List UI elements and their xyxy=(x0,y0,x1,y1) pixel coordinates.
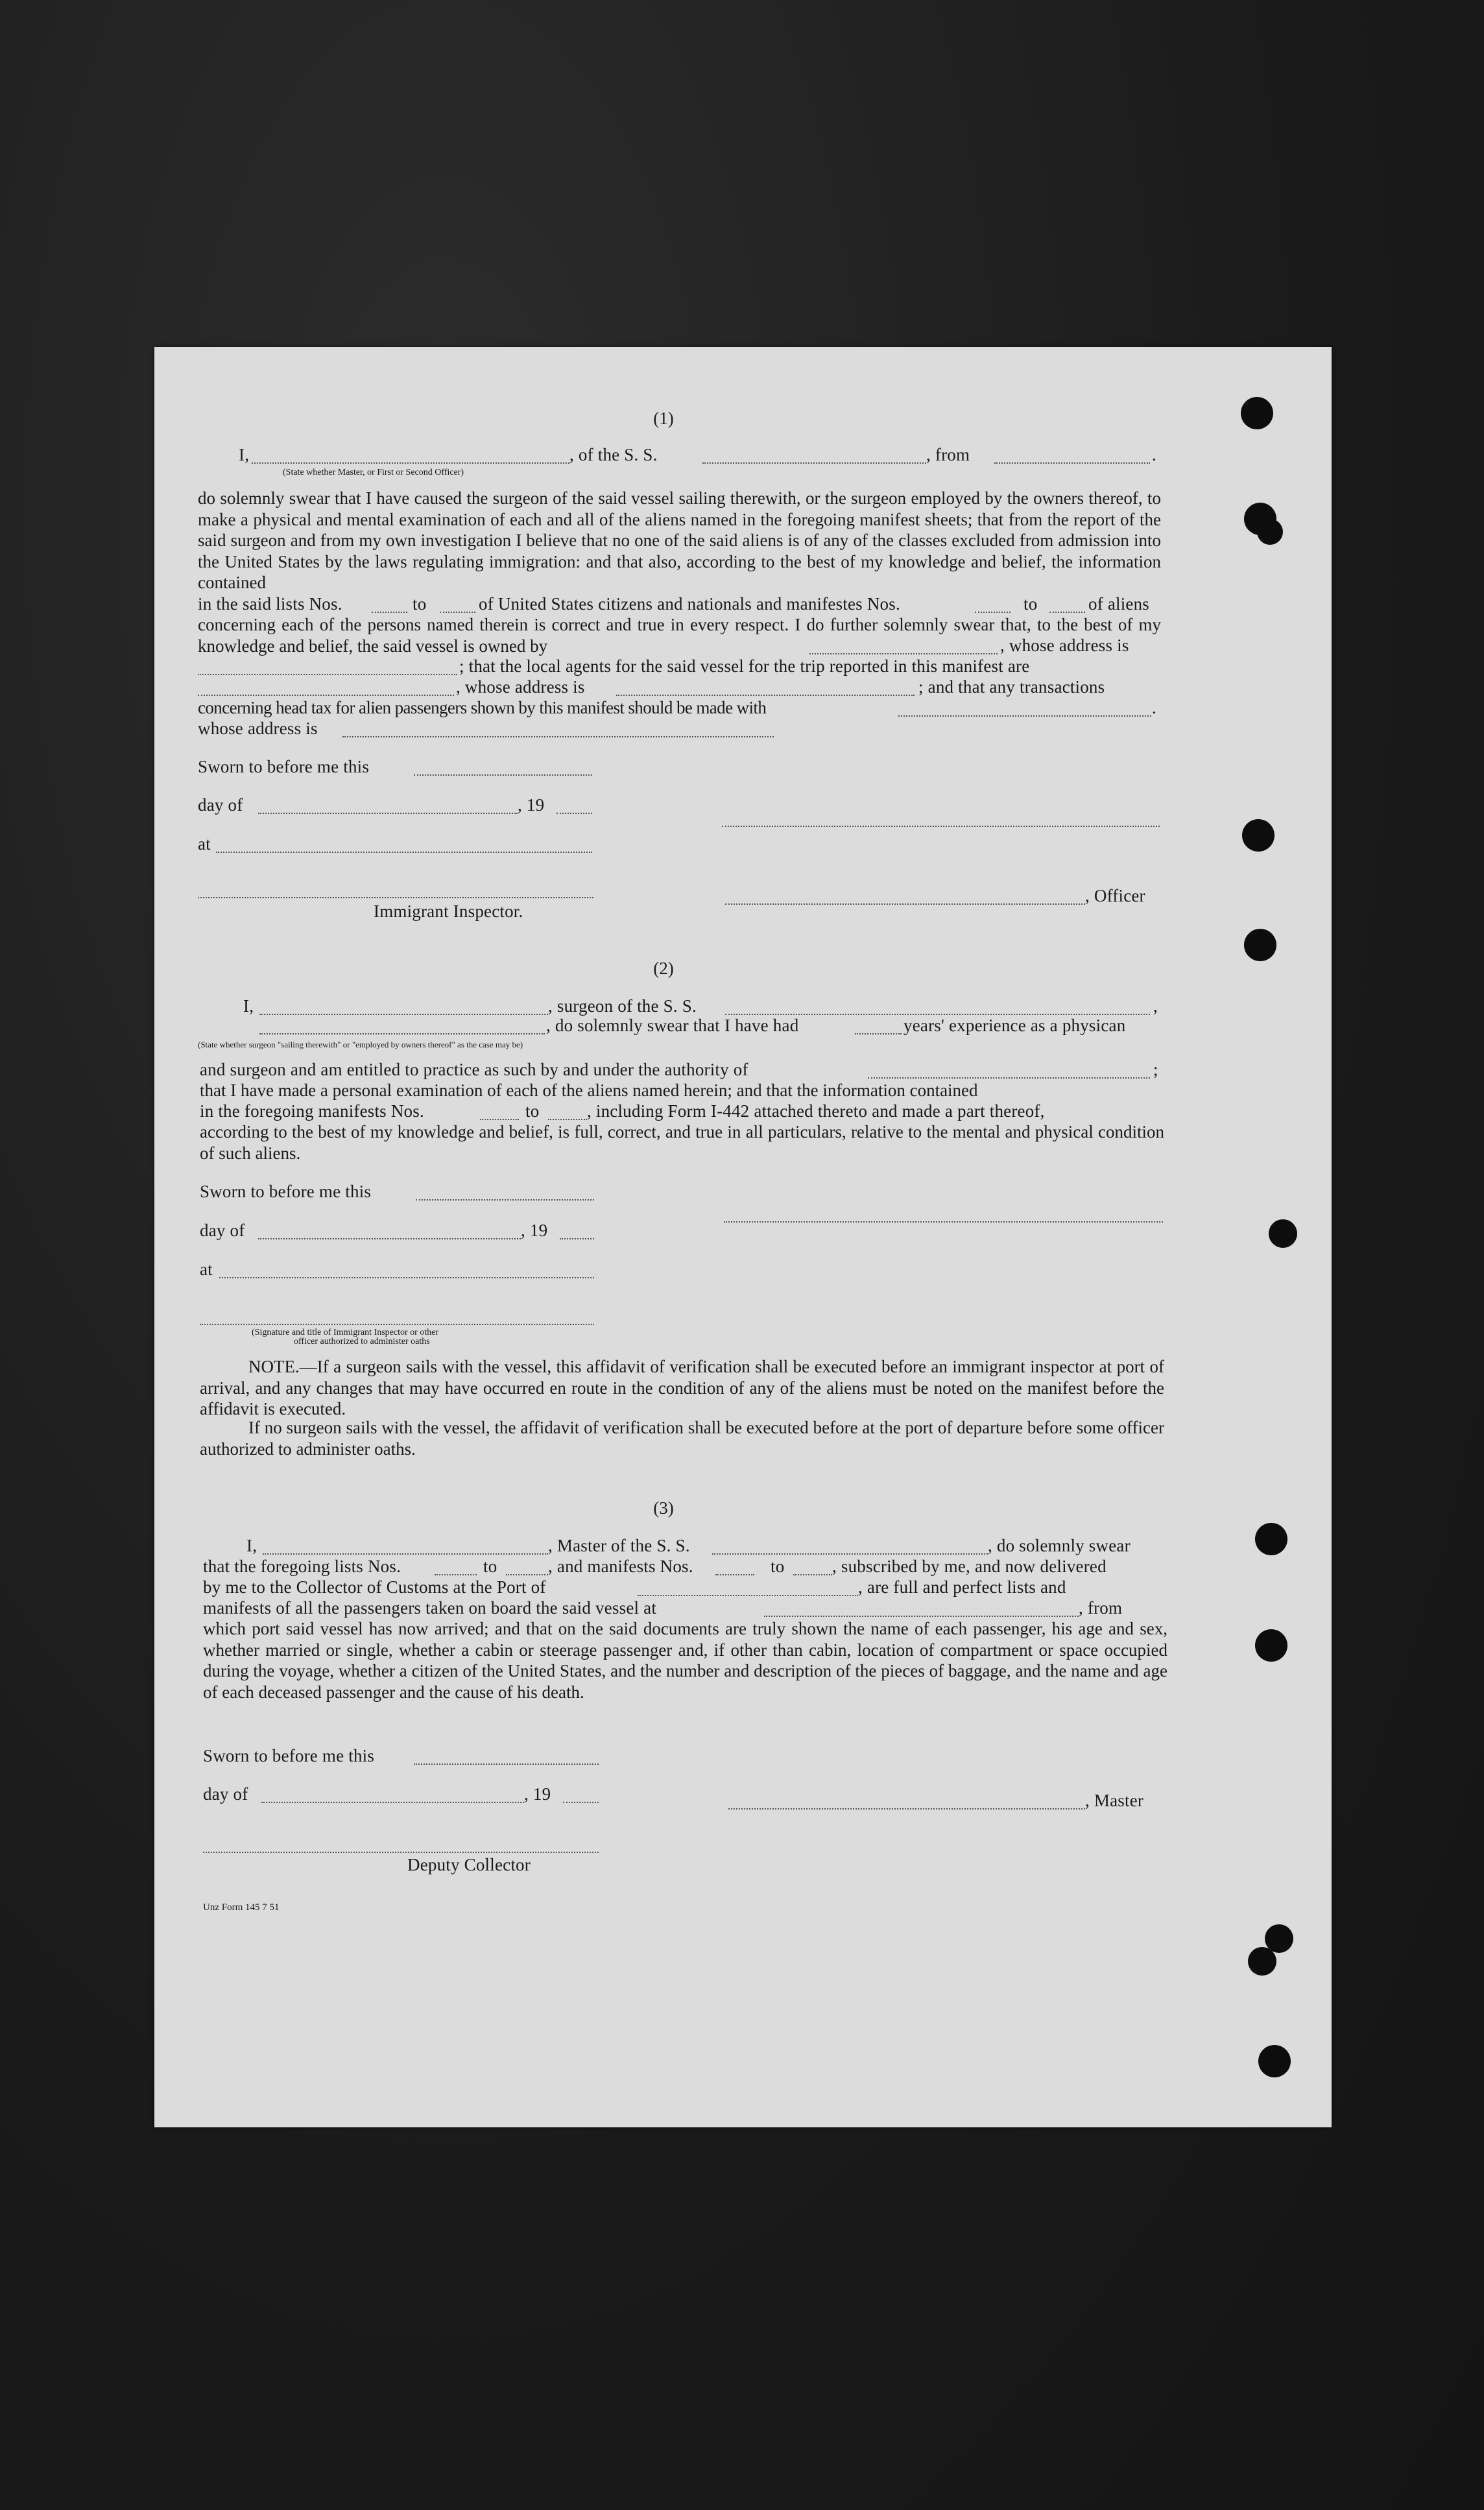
s2-authority-end: ; xyxy=(1153,1060,1158,1079)
s1-lists-to: to xyxy=(413,594,427,614)
s1-head-tax-text: concerning head tax for alien passengers shown by this manifest should be made with xyxy=(198,698,767,717)
s2-inspector-signature-field[interactable] xyxy=(200,1324,594,1325)
s3-full-lists-text: , are full and perfect lists and xyxy=(858,1577,1066,1597)
s1-line1-from: , from xyxy=(926,445,970,464)
punch-hole xyxy=(1255,1523,1287,1555)
punch-hole xyxy=(1255,1629,1287,1662)
s1-day-of-field[interactable] xyxy=(258,813,518,814)
s3-lists-label: that the foregoing lists Nos. xyxy=(203,1557,401,1576)
s1-agents-text: ; that the local agents for the said vessel for the trip reported in this manifest are xyxy=(459,656,1030,676)
s2-body: that I have made a personal examination of each of the aliens named herein; and that the information contained xyxy=(200,1081,978,1100)
s1-owner-address-field[interactable] xyxy=(198,674,457,675)
s3-sworn-field[interactable] xyxy=(414,1763,599,1765)
manifest-affidavit-page xyxy=(154,347,1332,2127)
s2-at-label: at xyxy=(200,1260,213,1279)
s1-at-label: at xyxy=(198,834,211,854)
s3-master-signature-field[interactable] xyxy=(728,1808,1085,1810)
s2-authority-field[interactable] xyxy=(868,1077,1150,1079)
s1-officer-label: , Officer xyxy=(1085,886,1145,905)
s3-year-field[interactable] xyxy=(563,1802,599,1803)
s1-inspector-label: Immigrant Inspector. xyxy=(374,902,523,921)
s1-head-tax-field[interactable] xyxy=(898,715,1151,717)
s1-lists-text: of United States citizens and nationals and manifestes Nos. xyxy=(479,594,900,614)
s3-sworn-label: Sworn to before me this xyxy=(203,1746,375,1765)
s3-day-of-field[interactable] xyxy=(261,1802,524,1803)
s1-officer-title-field[interactable] xyxy=(725,903,1085,905)
punch-hole xyxy=(1258,2045,1291,2077)
s2-line1-ss: , surgeon of the S. S. xyxy=(548,996,697,1016)
s3-line1-swear: , do solemnly swear xyxy=(988,1536,1131,1555)
s2-authority-text: and surgeon and am entitled to practice as such by and under the authority of xyxy=(200,1060,748,1079)
punch-hole xyxy=(1257,519,1283,545)
s1-body2: concerning each of the persons named therein is correct and true in every respect. I do further solemnly swear that, to the best of my knowledge and belief, the said vessel is owned by xyxy=(198,615,1161,656)
s3-master-label: , Master xyxy=(1085,1791,1144,1810)
s2-line2: , do solemnly swear that I have had xyxy=(546,1016,799,1035)
s1-transactions-text: ; and that any transactions xyxy=(918,677,1105,697)
s1-nineteen: , 19 xyxy=(518,795,545,815)
s2-line1-end: , xyxy=(1153,996,1158,1016)
s2-line2b: years' experience as a physican xyxy=(904,1016,1126,1035)
s1-officer-signature-field[interactable] xyxy=(722,826,1160,827)
s3-body: which port said vessel has now arrived; and that on the said documents are truly shown the name of each passenger, his age and sex, whether married or single, whether a cabin or steerage passenger and, if other than cabin, location of compartment or space occupied during the voyage, whether a citizen of the United States, and the number and description of the pieces of baggage, and the name and age of each deceased passenger and the cause of his death. xyxy=(203,1619,1167,1702)
s1-from-port-field[interactable] xyxy=(994,462,1150,464)
s2-status-caption: (State whether surgeon "sailing therewith" or "employed by owners thereof" as the case may be) xyxy=(198,1040,523,1049)
s3-boarding-port-field[interactable] xyxy=(764,1616,1079,1617)
s2-manifest-from-field[interactable] xyxy=(480,1119,519,1120)
s3-from-text: , from xyxy=(1079,1598,1123,1618)
s1-year-field[interactable] xyxy=(556,813,592,814)
s2-years-field[interactable] xyxy=(855,1033,902,1034)
s2-manifests-text: , including Form I-442 attached thereto and made a part thereof, xyxy=(587,1101,1045,1121)
s3-lists-to: to xyxy=(483,1557,497,1576)
s1-agents-address-field[interactable] xyxy=(616,695,915,696)
s3-line1-i: I, xyxy=(246,1536,257,1555)
punch-hole xyxy=(1269,1219,1297,1248)
s2-sworn-field[interactable] xyxy=(416,1199,594,1201)
s3-subscribed-text: , subscribed by me, and now delivered xyxy=(832,1557,1107,1576)
s3-lists-to-field[interactable] xyxy=(506,1574,548,1575)
s1-lists-label: in the said lists Nos. xyxy=(198,594,342,614)
s3-manifest-to-field[interactable] xyxy=(793,1574,832,1575)
s3-nineteen: , 19 xyxy=(524,1784,551,1804)
s1-officer-name-field[interactable] xyxy=(252,462,569,464)
s2-manifest-to-field[interactable] xyxy=(548,1119,587,1120)
s2-sig-caption-2: officer authorized to administer oaths xyxy=(294,1337,430,1346)
s2-line1-i: I, xyxy=(243,996,254,1016)
s1-manifest-to: to xyxy=(1023,594,1038,614)
s1-owner-field[interactable] xyxy=(809,653,1023,654)
s2-manifests-label: in the foregoing manifests Nos. xyxy=(200,1101,424,1121)
s1-vessel-name-field[interactable] xyxy=(702,462,926,464)
section-3-number: (3) xyxy=(653,1498,674,1518)
s1-sworn-label: Sworn to before me this xyxy=(198,757,370,776)
s2-nineteen: , 19 xyxy=(521,1221,548,1240)
s3-deputy-label: Deputy Collector xyxy=(407,1855,531,1874)
section-2-number: (2) xyxy=(653,959,674,978)
s2-sworn-label: Sworn to before me this xyxy=(200,1182,372,1201)
s1-whose-address-label: whose address is xyxy=(198,719,318,738)
s2-at-field[interactable] xyxy=(219,1277,594,1278)
s1-day-of-label: day of xyxy=(198,795,243,815)
s1-at-field[interactable] xyxy=(216,852,592,853)
s3-collector-signature-field[interactable] xyxy=(203,1852,599,1853)
s3-port-field[interactable] xyxy=(638,1595,858,1596)
s1-lists-from-field[interactable] xyxy=(372,612,407,613)
s2-year-field[interactable] xyxy=(560,1238,594,1239)
s1-of-aliens: of aliens xyxy=(1088,594,1150,614)
s3-line1-master: , Master of the S. S. xyxy=(548,1536,690,1555)
s1-lists-to-field[interactable] xyxy=(440,612,475,613)
s3-master-name-field[interactable] xyxy=(263,1553,548,1555)
s2-body2: according to the best of my knowledge and belief, is full, correct, and true in all particulars, relative to the mental and physical condition of such aliens. xyxy=(200,1122,1164,1163)
s1-line1-i: I, xyxy=(239,445,250,464)
section-1-number: (1) xyxy=(653,409,674,428)
punch-hole xyxy=(1244,929,1276,961)
s3-manifest-from-field[interactable] xyxy=(715,1574,754,1575)
s1-agents-field[interactable] xyxy=(198,695,454,696)
s3-manifests-text: manifests of all the passengers taken on board the said vessel at xyxy=(203,1598,657,1618)
s3-lists-from-field[interactable] xyxy=(435,1574,477,1575)
s3-manifests-to: to xyxy=(771,1557,785,1576)
s3-manifests-label: , and manifests Nos. xyxy=(548,1557,693,1576)
s1-agents-address-label: , whose address is xyxy=(456,677,585,697)
s1-officer-caption: (State whether Master, or First or Second Officer) xyxy=(283,468,464,477)
s2-sailing-status-field[interactable] xyxy=(259,1033,545,1034)
s1-sworn-field[interactable] xyxy=(414,774,592,776)
s3-vessel-name-field[interactable] xyxy=(712,1553,988,1555)
s1-body: do solemnly swear that I have caused the surgeon of the said vessel sailing therewith, or the surgeon employed by the owners thereof, to make a physical and mental examination of each and all of the aliens named in the foregoing manifest sheets; that from the report of the said surgeon and from my own investigation I believe that no one of the said aliens is of any of the classes excluded from admission into the United States by the laws regulating immigration: and that also, according to the best of my knowledge and belief, the information contained xyxy=(198,488,1161,592)
punch-hole xyxy=(1248,1947,1276,1976)
s2-note2: If no surgeon sails with the vessel, the affidavit of verification shall be executed before at the port of departure before some officer authorized to administer oaths. xyxy=(200,1418,1164,1459)
s1-line1-end: . xyxy=(1152,445,1156,464)
s2-day-of-label: day of xyxy=(200,1221,245,1240)
s2-surgeon-signature-field[interactable] xyxy=(724,1221,1163,1223)
s3-day-of-label: day of xyxy=(203,1784,248,1804)
punch-hole xyxy=(1242,819,1275,852)
s2-manifests-to: to xyxy=(525,1101,540,1121)
s1-manifest-from-field[interactable] xyxy=(975,612,1011,613)
s1-head-tax-end: . xyxy=(1152,698,1156,717)
s1-inspector-signature-field[interactable] xyxy=(198,897,593,898)
s2-note: NOTE.—If a surgeon sails with the vessel, this affidavit of verification shall be executed before an immigrant inspector at port of arrival, and any changes that may have occurred en route in the condition of any of the aliens must be noted on the manifest before the affidavit is executed. xyxy=(200,1357,1164,1418)
s2-surgeon-name-field[interactable] xyxy=(259,1014,548,1015)
punch-hole xyxy=(1241,397,1273,429)
form-number: Unz Form 145 7 51 xyxy=(203,1902,280,1913)
s1-manifest-to-field[interactable] xyxy=(1049,612,1085,613)
s2-day-of-field[interactable] xyxy=(258,1238,521,1239)
s2-sig-caption-1: (Signature and title of Immigrant Inspector or other xyxy=(252,1328,439,1337)
s1-line1-ss: , of the S. S. xyxy=(569,445,658,464)
s1-head-tax-address-field[interactable] xyxy=(342,736,774,737)
s3-collector-text: by me to the Collector of Customs at the Port of xyxy=(203,1577,546,1597)
s1-owner-address-label: , whose address is xyxy=(998,635,1129,656)
